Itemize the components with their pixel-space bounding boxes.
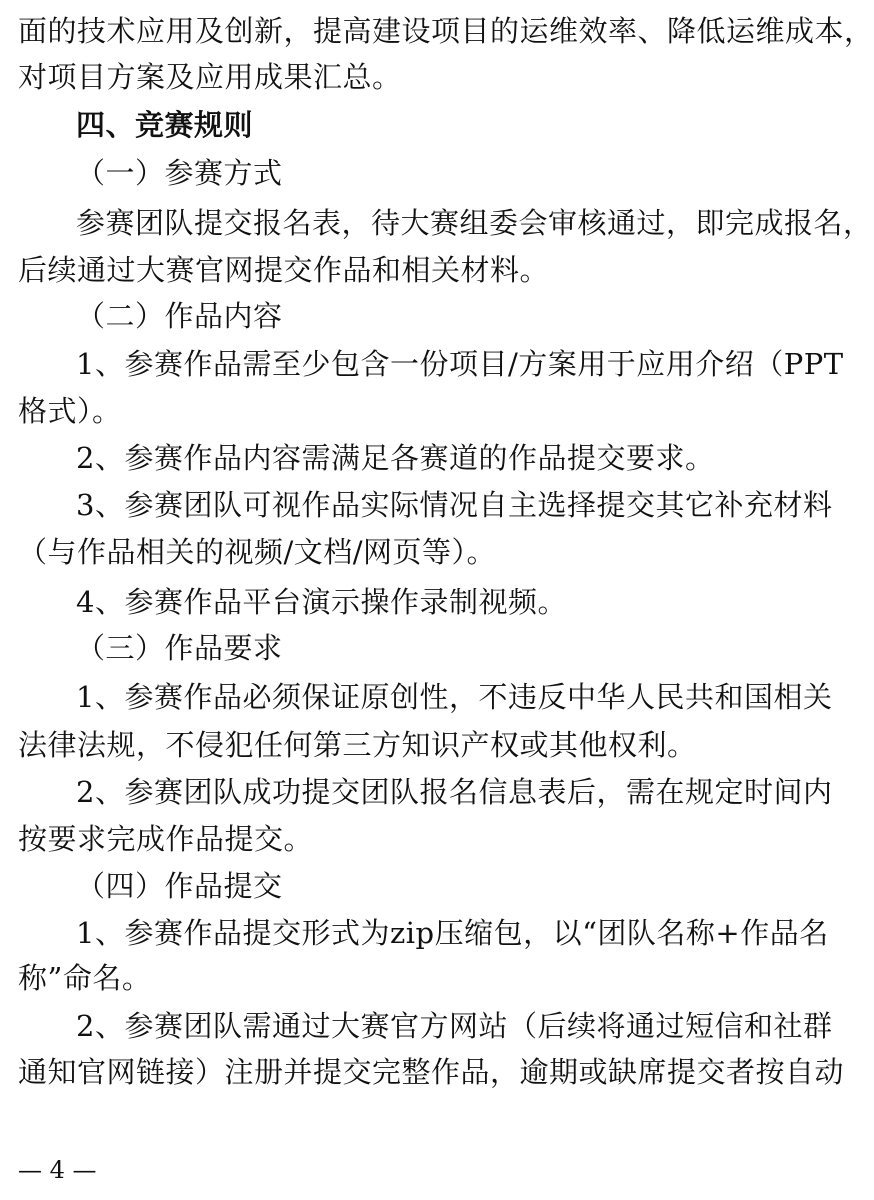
list-item-line: 2、参赛作品内容需满足各赛道的作品提交要求。 bbox=[76, 441, 715, 475]
paragraph-line: 后续通过大赛官网提交作品和相关材料。 bbox=[18, 253, 550, 287]
paragraph-line: 参赛团队提交报名表，待大赛组委会审核通过，即完成报名， bbox=[76, 206, 873, 240]
list-item-line: 按要求完成作品提交。 bbox=[18, 822, 314, 856]
subsection-heading: （三）作品要求 bbox=[76, 631, 283, 665]
paragraph-line: 对项目方案及应用成果汇总。 bbox=[18, 60, 402, 94]
list-item-line: 1、参赛作品必须保证原创性，不违反中华人民共和国相关 bbox=[76, 680, 833, 714]
list-item-line: 通知官网链接）注册并提交完整作品，逾期或缺席提交者按自动 bbox=[18, 1055, 845, 1089]
list-item-line: 1、参赛作品需至少包含一份项目/方案用于应用介绍（PPT bbox=[76, 347, 844, 381]
list-item-line: 1、参赛作品提交形式为zip压缩包，以“团队名称+作品名 bbox=[76, 916, 829, 950]
page-number: — 4 — bbox=[18, 1156, 97, 1184]
list-item-line: 称”命名。 bbox=[18, 961, 152, 995]
list-item-line: 法律法规，不侵犯任何第三方知识产权或其他权利。 bbox=[18, 728, 697, 762]
list-item-line: 3、参赛团队可视作品实际情况自主选择提交其它补充材料 bbox=[76, 488, 833, 522]
list-item-line: 2、参赛团队成功提交团队报名信息表后，需在规定时间内 bbox=[76, 775, 833, 809]
subsection-heading: （一）参赛方式 bbox=[76, 156, 283, 190]
section-heading: 四、竞赛规则 bbox=[76, 108, 254, 142]
subsection-heading: （二）作品内容 bbox=[76, 299, 283, 333]
list-item-line: 2、参赛团队需通过大赛官方网站（后续将通过短信和社群 bbox=[76, 1009, 833, 1043]
list-item-line: 格式）。 bbox=[18, 394, 122, 428]
list-item-line: （与作品相关的视频/文档/网页等）。 bbox=[18, 535, 497, 569]
list-item-line: 4、参赛作品平台演示操作录制视频。 bbox=[76, 585, 567, 619]
subsection-heading: （四）作品提交 bbox=[76, 869, 283, 903]
paragraph-line: 面的技术应用及创新，提高建设项目的运维效率、降低运维成本， bbox=[18, 14, 874, 48]
